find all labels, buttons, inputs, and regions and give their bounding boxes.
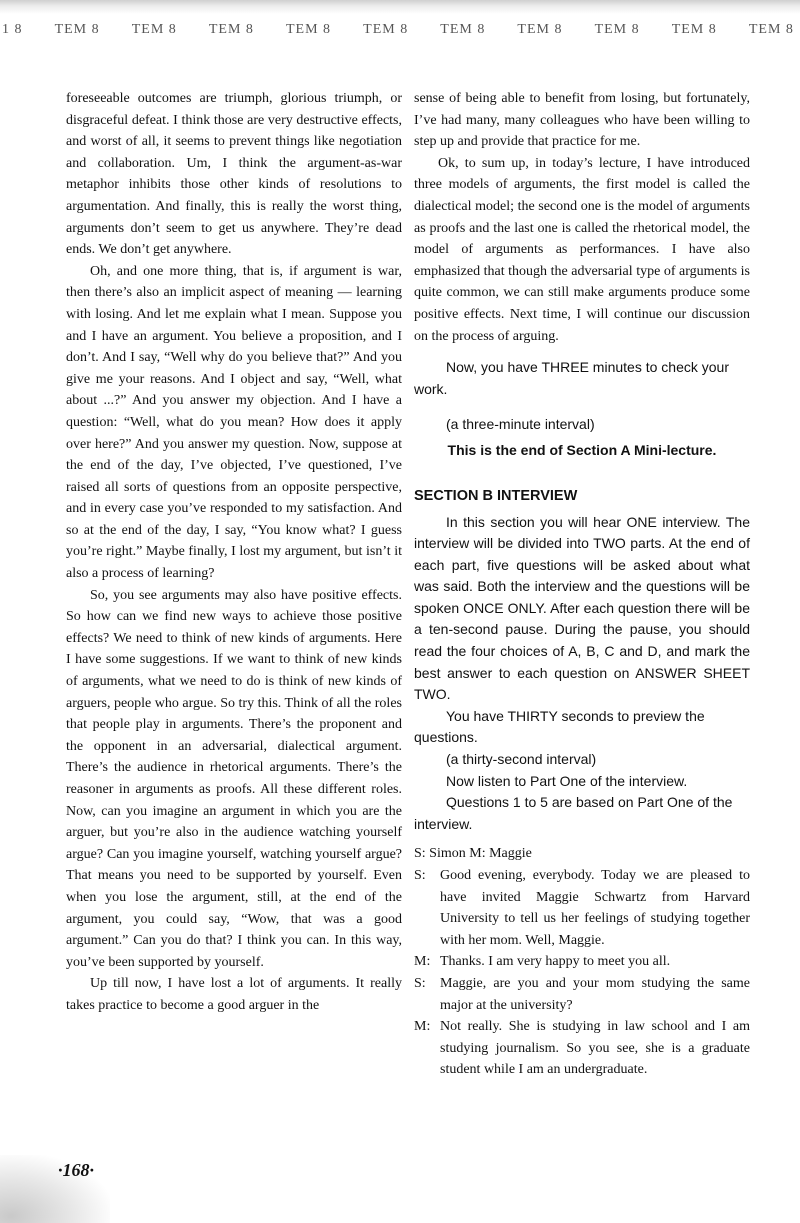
page-number: ·168· bbox=[58, 1160, 94, 1180]
header-item: 1 8 bbox=[2, 22, 23, 37]
dialogue-line bbox=[414, 973, 750, 1016]
dialogue-text: Thanks. I am very happy to meet you all. bbox=[440, 954, 671, 970]
questions-note: Questions 1 to 5 are based on Part One of the interview. bbox=[414, 794, 733, 832]
header-item: TEM 8 bbox=[594, 22, 640, 37]
interval-note: (a thirty-second interval) bbox=[446, 751, 597, 768]
speaker-label: M: bbox=[414, 1019, 431, 1035]
speaker-label: S: bbox=[414, 868, 426, 883]
dialogue-line bbox=[414, 1016, 750, 1081]
section-b-intro: In this section you will hear ONE interview. The interview will be divided into TWO parts. At the end of each part, five questions will be asked about what was said. Both the interview and the questions will be spoken ONCE ONLY. After each question there will be a ten-second pause. During the pause, you should read the four choices of A, B, C and D, and mark the best answer to each question on ANSWER SHEET TWO. bbox=[414, 513, 750, 703]
dialogue-text: Maggie, are you and your mom studying the same major at the university? bbox=[440, 975, 750, 1013]
preview-note: You have THIRTY seconds to preview the questions. bbox=[414, 707, 705, 746]
instruction-check: Now, you have THREE minutes to check your work. bbox=[414, 359, 729, 397]
paragraph: foreseeable outcomes are triumph, glorious triumph, or disgraceful defeat. I think those are very destructive effects, and worst of all, it seems to prevent things like negotiation and collaboration. Um, I think the argument-as-war metaphor inhibits those other kinds of resolutions to argumentation. And finally, this is really the worst thing, arguments don’t seem to get us anywhere. They’re dead ends. We don’t get anywhere. bbox=[66, 91, 402, 258]
listen-note: Now listen to Part One of the interview. bbox=[446, 772, 688, 789]
paragraph: Ok, to sum up, in today’s lecture, I have introduced three models of arguments, the first model is called the dialectical model; the second one is the model of arguments as proofs and the last one is called the rhetorical model, the model of arguments as performances. I have also emphasized that though the adversarial type of arguments is quite common, we can still make arguments produce some positive effects. Next time, I will continue our discussion on the process of arguing. bbox=[414, 155, 750, 344]
dialogue-line bbox=[414, 951, 750, 973]
header-item: TEM 8 bbox=[208, 22, 254, 37]
speaker-label: S: bbox=[414, 975, 426, 991]
dialogue-text: Not really. She is studying in law school and I am studying journalism. So you see, she is a graduate student while I am an undergraduate. bbox=[440, 1019, 750, 1078]
right-column bbox=[414, 88, 750, 1081]
running-header bbox=[0, 22, 800, 46]
header-item: TEM 8 bbox=[440, 22, 486, 37]
header-item: TEM 8 bbox=[748, 22, 794, 37]
header-item: TEM 8 bbox=[517, 22, 563, 37]
header-item: TEM 8 bbox=[131, 22, 177, 37]
header-item: TEM 8 bbox=[54, 22, 100, 37]
header-item: TEM 8 bbox=[671, 22, 717, 37]
speaker-label: M: bbox=[414, 954, 431, 970]
section-b-title: SECTION B INTERVIEW bbox=[414, 487, 578, 504]
speakers-line: S: Simon M: Maggie bbox=[414, 846, 532, 862]
header-item: TEM 8 bbox=[286, 22, 332, 37]
left-column bbox=[66, 88, 402, 1017]
paragraph: Up till now, I have lost a lot of arguments. It really takes practice to become a good arguer in the bbox=[66, 976, 402, 1013]
header-item: TEM 8 bbox=[363, 22, 409, 37]
interval-note: (a three-minute interval) bbox=[446, 416, 595, 433]
paragraph: Oh, and one more thing, that is, if argument is war, then there’s also an implicit aspect of meaning — learning with losing. And let me explain what I mean. Suppose you and I have an argument. You believe a proposition, and I don’t. And I say, “Well why do you believe that?” And you give me your reasons. And I object and say, “Well, what about ...?” And you answer my objection. And I have a question: “Well, what do you mean? How does it apply over here?” And you answer my question. Now, suppose at the end of the day, I’ve objected, I’ve questioned, I’ve raised all sorts of questions from an opposite perspective, and in every case you’ve responded to my satisfaction. And so at the end of the day, I say, “You know what? I guess you’re right.” Maybe finally, I lost my argument, but isn’t it also a process of learning? bbox=[66, 263, 402, 582]
dialogue-text: Good evening, everybody. Today we are pleased to have invited Maggie Schwartz from Harvard University to tell us her feelings of studying together with her mom. Well, Maggie. bbox=[440, 868, 750, 948]
section-end-note: This is the end of Section A Mini-lecture. bbox=[447, 441, 717, 458]
paragraph: sense of being able to benefit from losing, but fortunately, I’ve had many, many colleagues who have been willing to step up and provide that practice for me. bbox=[414, 91, 750, 150]
paragraph: So, you see arguments may also have positive effects. So how can we find new ways to achieve those positive effects? We need to think of new kinds of arguments. Here I have some suggestions. If we want to think of new kinds of arguments, what we need to do is think of new kinds of arguers, people who argue. So try this. Think of all the roles that people play in arguments. There’s the proponent and the opponent in an adversarial, dialectical argument. There’s the audience in rhetorical arguments. There’s the reasoner in arguments as proofs. All these different roles. Now, can you imagine an argument in which you are the arguer, but you’re also in the audience watching yourself argue? Can you imagine yourself, watching yourself argue? That means you need to be supported by yourself. Even when you lose the argument, still, at the end of the argument, you could say, “Wow, that was a good argument.” Can you do that? I think you can. In this way, you’ve been supported by yourself. bbox=[66, 587, 402, 970]
dialogue-line bbox=[414, 865, 750, 951]
